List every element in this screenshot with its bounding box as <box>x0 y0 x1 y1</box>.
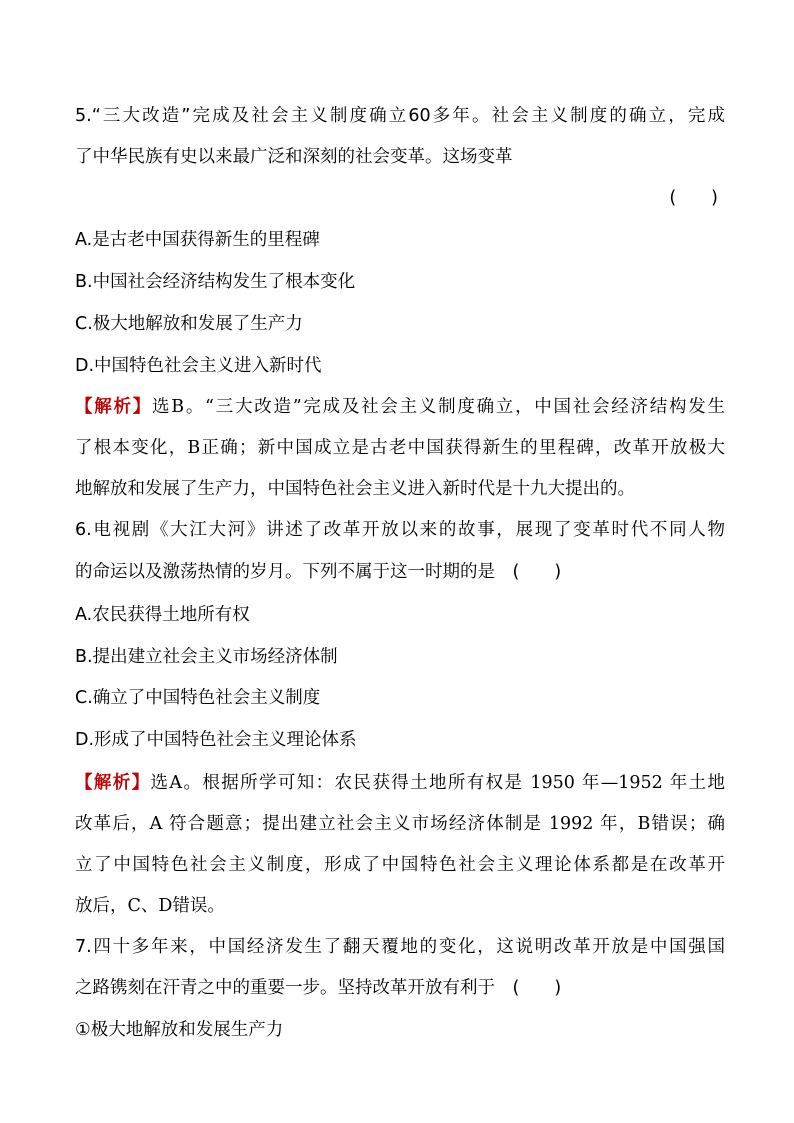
q6-analysis-tag: 【解析】 <box>75 773 151 793</box>
q5-analysis-line-2: 了根本变化，B正确；新中国成立是古老中国获得新生的里程碑，改革开放极大 <box>75 438 725 458</box>
q5-option-d: D.中国特色社会主义进入新时代 <box>75 356 322 376</box>
q5-answer-bracket: ( ) <box>669 188 718 208</box>
q6-analysis-text-1: 选A。根据所学可知：农民获得土地所有权是 1950 年—1952 年土地 <box>150 773 725 793</box>
q6-analysis-line-1 <box>75 772 725 794</box>
q5-stem-line-2: 了中华民族有史以来最广泛和深刻的社会变革。这场变革 <box>75 147 513 167</box>
q6-option-a: A.农民获得土地所有权 <box>75 605 250 625</box>
q5-analysis-line-1 <box>75 396 725 418</box>
q5-option-b: B.中国社会经济结构发生了根本变化 <box>75 272 356 292</box>
q6-analysis-line-2: 改革后，A 符合题意；提出建立社会主义市场经济体制是 1992 年，B错误；确 <box>75 814 725 834</box>
q6-stem-line-1: 6.电视剧《大江大河》讲述了改革开放以来的故事，展现了变革时代不同人物 <box>75 520 725 540</box>
q6-analysis-line-3: 立了中国特色社会主义制度，形成了中国特色社会主义理论体系都是在改革开 <box>75 855 725 875</box>
q6-option-c: C.确立了中国特色社会主义制度 <box>75 688 321 708</box>
q6-option-d: D.形成了中国特色社会主义理论体系 <box>75 730 357 750</box>
q5-stem-line-1: 5.“三大改造”完成及社会主义制度确立60多年。社会主义制度的确立，完成 <box>75 106 725 126</box>
q5-analysis-line-3: 地解放和发展了生产力，中国特色社会主义进入新时代是十九大提出的。 <box>75 479 635 499</box>
q5-option-c: C.极大地解放和发展了生产力 <box>75 314 303 334</box>
q7-stem-line-1: 7.四十多年来，中国经济发生了翻天覆地的变化，这说明改革开放是中国强国 <box>75 937 725 957</box>
q5-analysis-text-1: 选B。“三大改造”完成及社会主义制度确立，中国社会经济结构发生 <box>151 397 725 417</box>
q7-stem-line-2: 之路镌刻在汗青之中的重要一步。坚持改革开放有利于 ( ) <box>75 978 562 998</box>
q7-option-1: ①极大地解放和发展生产力 <box>75 1020 284 1040</box>
q6-analysis-line-4: 放后，C、D错误。 <box>75 896 225 916</box>
q5-option-a: A.是古老中国获得新生的里程碑 <box>75 230 320 250</box>
q6-option-b: B.提出建立社会主义市场经济体制 <box>75 647 338 667</box>
q5-analysis-tag: 【解析】 <box>75 397 152 417</box>
q6-stem-line-2: 的命运以及激荡热情的岁月。下列不属于这一时期的是 ( ) <box>75 562 562 582</box>
